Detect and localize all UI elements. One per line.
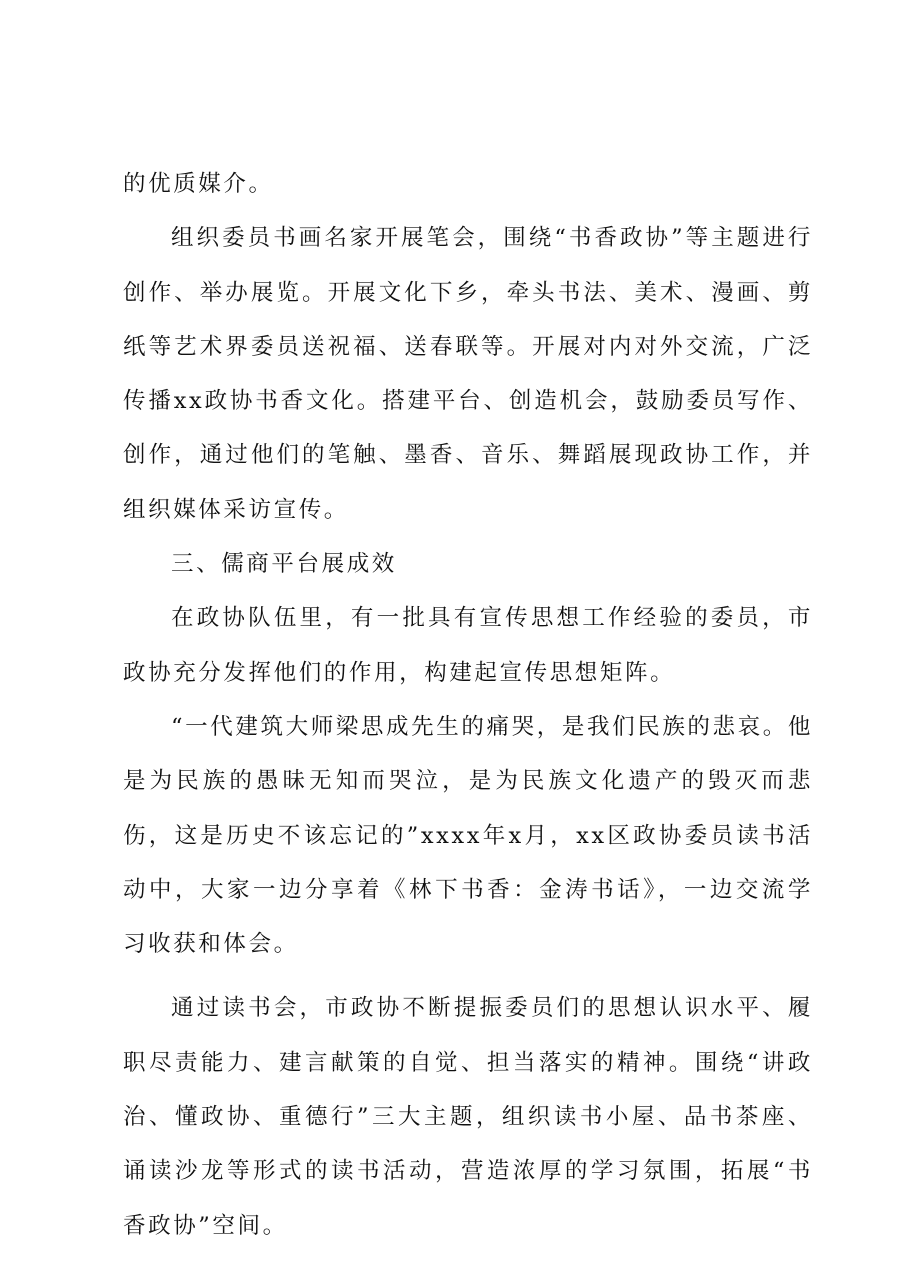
paragraph-calligraphy-activities: 组织委员书画名家开展笔会，围绕“书香政协”等主题进行创作、举办展览。开展文化下乡，牵头书法、美术、漫画、剪纸等艺术界委员送祝福、送春联等。开展对内对外交流，广泛传播xx政协书香文化。搭建平台、创造机会，鼓励委员写作、创作，通过他们的笔触、墨香、音乐、舞蹈展现政协工作，并组织媒体采访宣传。	[123, 225, 813, 523]
document-body	[123, 157, 813, 1253]
paragraph-continuation: 的优质媒介。	[123, 171, 274, 197]
paragraph-propaganda-matrix: 在政协队伍里，有一批具有宣传思想工作经验的委员，市政协充分发挥他们的作用，构建起宣传思想矩阵。	[123, 605, 813, 686]
section-heading-3: 三、儒商平台展成效	[171, 551, 397, 578]
paragraph-reading-quote: “一代建筑大师梁思成先生的痛哭，是我们民族的悲哀。他是为民族的愚昧无知而哭泣，是为民族文化遗产的毁灭而悲伤，这是历史不该忘记的”xxxx年x月，xx区政协委员读书活动中，大家一边分享着《林下书香：金涛书话》，一边交流学习收获和体会。	[123, 713, 813, 958]
paragraph-reading-club: 通过读书会，市政协不断提振委员们的思想认识水平、履职尽责能力、建言献策的自觉、担当落实的精神。围绕“讲政治、懂政协、重德行”三大主题，组织读书小屋、品书茶座、诵读沙龙等形式的读书活动，营造浓厚的学习氛围，拓展“书香政协”空间。	[123, 995, 813, 1239]
